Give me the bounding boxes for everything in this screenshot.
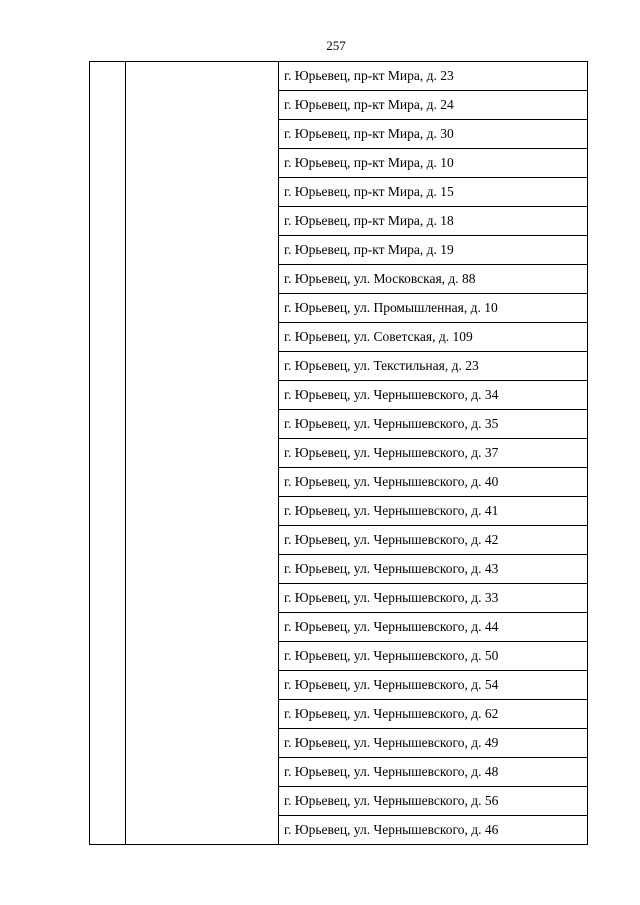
address-cell: г. Юрьевец, ул. Чернышевского, д. 50 [279,642,588,671]
address-cell: г. Юрьевец, ул. Чернышевского, д. 56 [279,787,588,816]
address-table-body [90,62,588,845]
address-cell: г. Юрьевец, ул. Чернышевского, д. 48 [279,758,588,787]
address-cell: г. Юрьевец, ул. Чернышевского, д. 42 [279,526,588,555]
address-cell: г. Юрьевец, ул. Московская, д. 88 [279,265,588,294]
address-cell: г. Юрьевец, ул. Чернышевского, д. 62 [279,700,588,729]
address-cell: г. Юрьевец, пр-кт Мира, д. 19 [279,236,588,265]
page-number: 257 [326,38,346,53]
address-cell: г. Юрьевец, ул. Чернышевского, д. 33 [279,584,588,613]
address-cell: г. Юрьевец, ул. Чернышевского, д. 40 [279,468,588,497]
address-cell: г. Юрьевец, ул. Чернышевского, д. 34 [279,381,588,410]
address-cell: г. Юрьевец, пр-кт Мира, д. 10 [279,149,588,178]
address-cell: г. Юрьевец, ул. Чернышевского, д. 43 [279,555,588,584]
address-cell: г. Юрьевец, ул. Чернышевского, д. 41 [279,497,588,526]
address-cell: г. Юрьевец, ул. Чернышевского, д. 44 [279,613,588,642]
table-row [90,62,588,91]
address-table [89,61,588,845]
address-cell: г. Юрьевец, пр-кт Мира, д. 30 [279,120,588,149]
merged-cell-left [90,62,126,845]
address-cell: г. Юрьевец, пр-кт Мира, д. 18 [279,207,588,236]
address-cell: г. Юрьевец, пр-кт Мира, д. 15 [279,178,588,207]
address-cell: г. Юрьевец, пр-кт Мира, д. 23 [279,62,588,91]
address-cell: г. Юрьевец, ул. Чернышевского, д. 49 [279,729,588,758]
address-cell: г. Юрьевец, ул. Чернышевского, д. 46 [279,816,588,845]
address-cell: г. Юрьевец, ул. Чернышевского, д. 54 [279,671,588,700]
address-cell: г. Юрьевец, пр-кт Мира, д. 24 [279,91,588,120]
merged-cell-middle [126,62,279,845]
address-cell: г. Юрьевец, ул. Промышленная, д. 10 [279,294,588,323]
address-cell: г. Юрьевец, ул. Текстильная, д. 23 [279,352,588,381]
address-cell: г. Юрьевец, ул. Чернышевского, д. 37 [279,439,588,468]
address-cell: г. Юрьевец, ул. Советская, д. 109 [279,323,588,352]
address-cell: г. Юрьевец, ул. Чернышевского, д. 35 [279,410,588,439]
